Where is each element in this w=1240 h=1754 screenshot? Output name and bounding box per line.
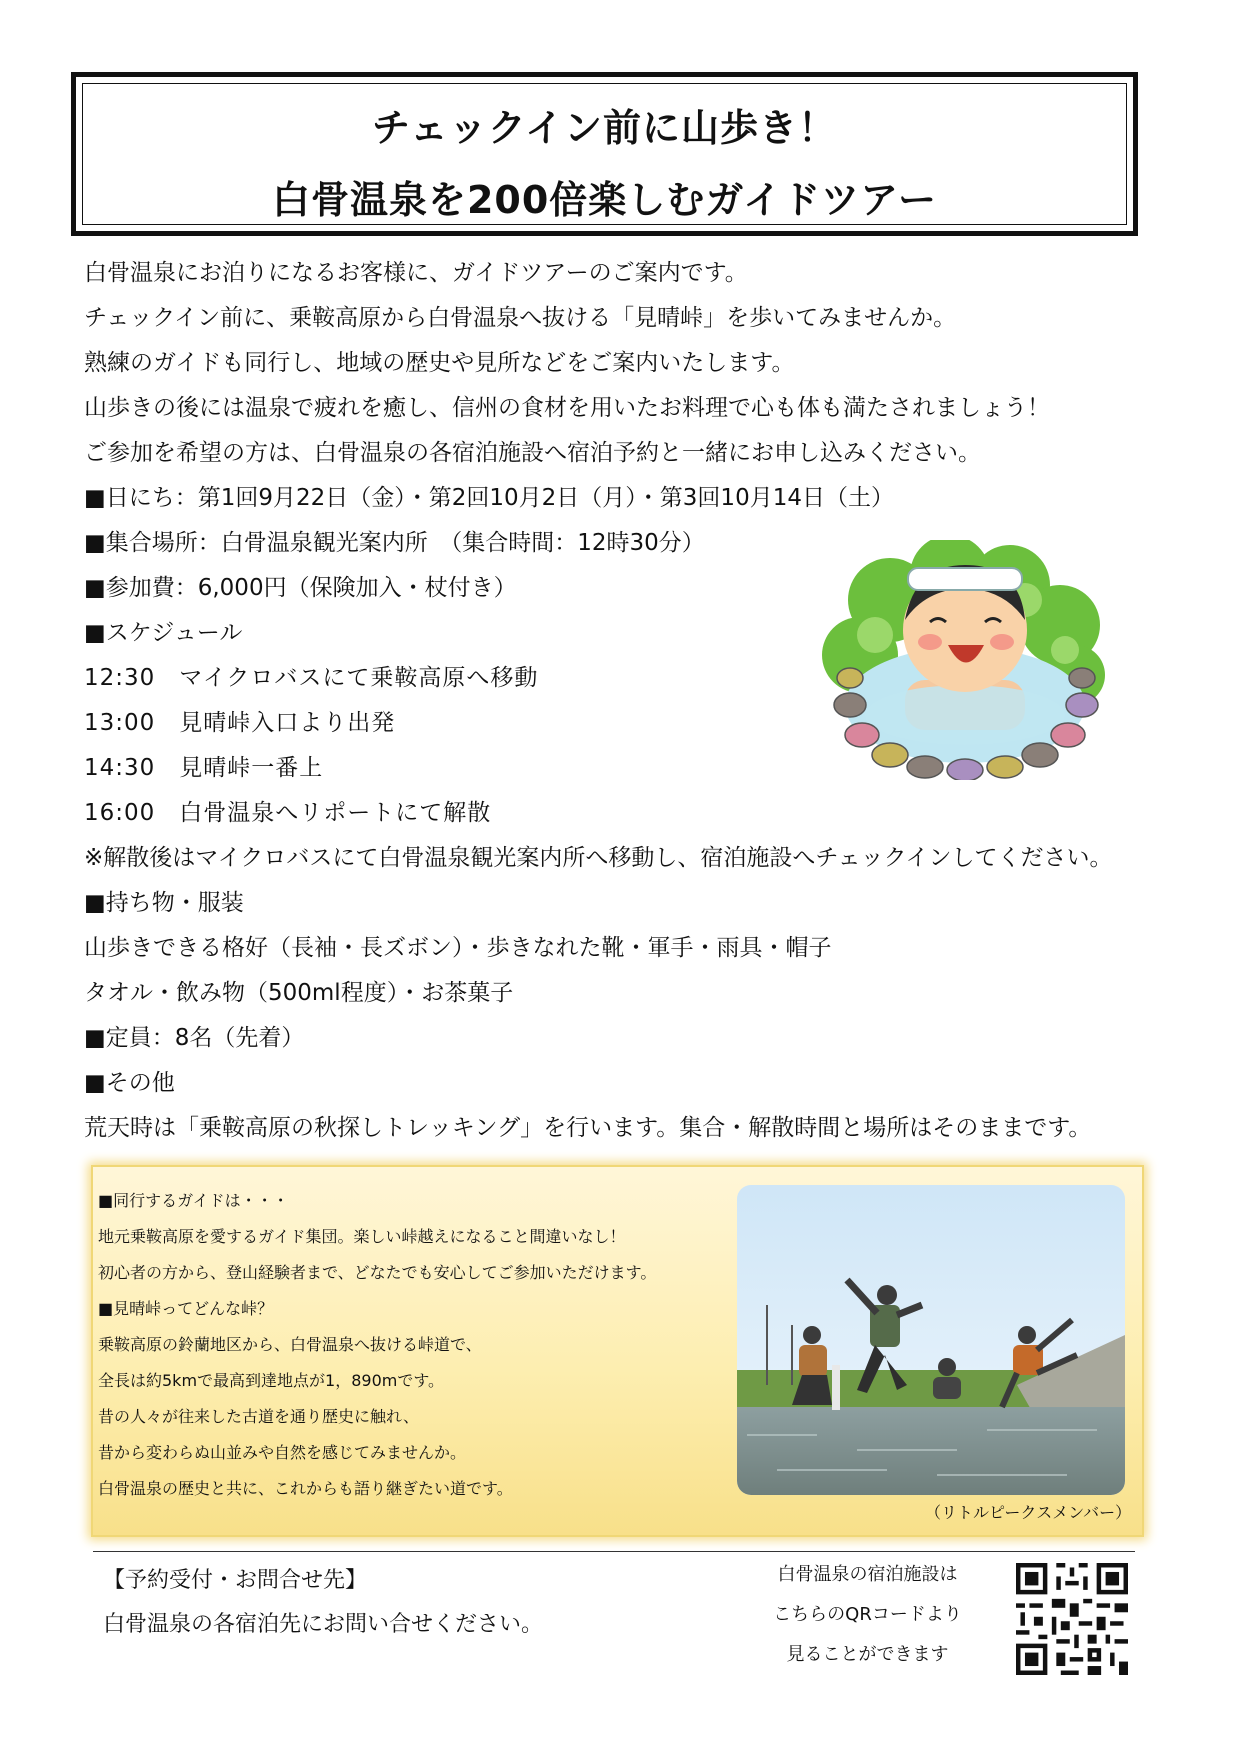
guides-river-photo xyxy=(737,1185,1125,1495)
title-line-2: 白骨温泉を200倍楽しむガイドツアー xyxy=(271,178,938,222)
guide-info-line: 全長は約5kmで最高到達地点が1，890mです。 xyxy=(98,1371,445,1390)
capacity-line: ■定員：8名（先着） xyxy=(84,1025,305,1051)
qr-info-line: 見ることができます xyxy=(786,1644,949,1665)
belongings-line: 山歩きできる格好（長袖・長ズボン）・歩きなれた靴・軍手・雨具・帽子 xyxy=(84,935,832,961)
qr-info-line: こちらのQRコードより xyxy=(773,1604,962,1625)
belongings-heading: ■持ち物・服装 xyxy=(84,890,244,916)
guide-info-line: 昔の人々が往来した古道を通り歴史に触れ、 xyxy=(98,1407,419,1426)
guide-info-line: ■同行するガイドは・・・ xyxy=(98,1191,289,1210)
title-box xyxy=(71,72,1138,236)
schedule-heading: ■スケジュール xyxy=(84,620,243,646)
intro-line: チェックイン前に、乗鞍高原から白骨温泉へ抜ける「見晴峠」を歩いてみませんか。 xyxy=(84,305,957,331)
photo-caption: （リトルピークスメンバー） xyxy=(925,1503,1132,1522)
schedule-item: 12:30 マイクロバスにて乗鞍高原へ移動 xyxy=(84,665,539,691)
other-line: 荒天時は「乗鞍高原の秋探しトレッキング」を行います。集合・解散時間と場所はそのままです。 xyxy=(84,1115,1092,1141)
schedule-item: 14:30 見晴峠一番上 xyxy=(84,755,324,781)
intro-line: 白骨温泉にお泊りになるお客様に、ガイドツアーのご案内です。 xyxy=(84,260,748,286)
intro-line: 山歩きの後には温泉で疲れを癒し、信州の食材を用いたお料理で心も体も満たされましょう！ xyxy=(84,395,1050,421)
dates-line: ■日にち：第1回9月22日（金）・第2回10月2日（月）・第3回10月14日（土） xyxy=(84,485,894,511)
guide-info-line: 乗鞍高原の鈴蘭地区から、白骨温泉へ抜ける峠道で、 xyxy=(98,1335,482,1354)
intro-line: 熟練のガイドも同行し、地域の歴史や見所などをご案内いたします。 xyxy=(84,350,795,376)
schedule-note: ※解散後はマイクロバスにて白骨温泉観光案内所へ移動し、宿泊施設へチェックインしてください。 xyxy=(84,845,1113,871)
contact-heading: 【予約受付・お問合せ先】 xyxy=(103,1568,368,1593)
meeting-line: ■集合場所：白骨温泉観光案内所 （集合時間：12時30分） xyxy=(84,530,705,556)
qr-code-icon[interactable] xyxy=(1016,1563,1128,1675)
schedule-item: 13:00 見晴峠入口より出発 xyxy=(84,710,396,736)
intro-line: ご参加を希望の方は、白骨温泉の各宿泊施設へ宿泊予約と一緒にお申し込みください。 xyxy=(84,440,981,466)
qr-info-line: 白骨温泉の宿泊施設は xyxy=(777,1564,958,1585)
guide-info-line: ■見晴峠ってどんな峠？ xyxy=(98,1299,274,1318)
guide-info-line: 昔から変わらぬ山並みや自然を感じてみませんか。 xyxy=(98,1443,467,1462)
belongings-line: タオル・飲み物（500ml程度）・お茶菓子 xyxy=(84,980,514,1006)
guide-info-line: 地元乗鞍高原を愛するガイド集団。楽しい峠越えになること間違いなし！ xyxy=(98,1227,626,1246)
contact-text: 白骨温泉の各宿泊先にお問い合せください。 xyxy=(103,1612,544,1637)
other-heading: ■その他 xyxy=(84,1070,175,1096)
guide-info-line: 白骨温泉の歴史と共に、これからも語り継ぎたい道です。 xyxy=(98,1479,513,1498)
divider xyxy=(93,1551,1135,1552)
onsen-bather-illustration xyxy=(820,540,1110,780)
guide-info-line: 初心者の方から、登山経験者まで、どなたでも安心してご参加いただけます。 xyxy=(98,1263,657,1282)
fee-line: ■参加費：6,000円（保険加入・杖付き） xyxy=(84,575,517,601)
title-line-1: チェックイン前に山歩き！ xyxy=(372,106,837,150)
schedule-item: 16:00 白骨温泉へリポートにて解散 xyxy=(84,800,492,826)
